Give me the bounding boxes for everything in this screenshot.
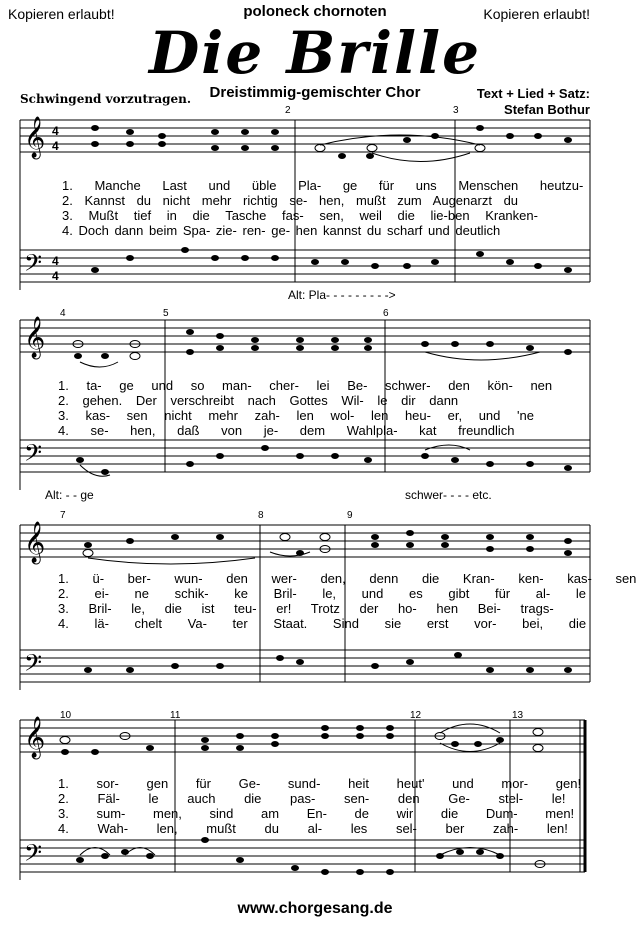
verse-4-line: 4. Doch dann beim Spa- zie- ren- ge- hen kannst du scharf und deutlich — [62, 223, 501, 238]
svg-text:2: 2 — [285, 105, 291, 116]
verse-1-line: 1. ta- ge und so man- cher- lei Be- schwer- den kön- nen — [58, 378, 553, 393]
svg-text:4: 4 — [60, 308, 66, 319]
website-footer: www.chorgesang.de — [237, 900, 393, 917]
verse-2-line: 2. ei- ne schik- ke Bril- le, und es gibt für al- le — [58, 586, 586, 601]
verse-3-line: 3. Bril- le, die ist teu- er! Trotz der ho- hen Bei- trags- — [58, 601, 554, 616]
verse-4-line: 4. Wah- len, mußt du al- les sel- ber zah- len! — [58, 821, 568, 836]
alto-annotation-3: schwer- - - - etc. — [405, 488, 492, 502]
svg-text:13: 13 — [512, 710, 524, 721]
tempo-marking: Schwingend vorzutragen. — [20, 92, 192, 106]
svg-text:4: 4 — [52, 124, 59, 138]
treble-staff — [20, 120, 590, 152]
lyrics-system-2 — [58, 378, 552, 438]
svg-text:9: 9 — [347, 510, 353, 521]
bass-clef-icon: 𝄢 — [24, 249, 43, 282]
song-title: Die Brille — [148, 19, 481, 87]
svg-text:8: 8 — [258, 510, 264, 521]
svg-text:3: 3 — [453, 105, 459, 116]
svg-text:5: 5 — [163, 308, 169, 319]
verse-4-line: 4. se- hen, daß von je- dem Wahlpla- kat freundlich — [58, 423, 515, 438]
verse-1-line: 1. sor- gen für Ge- sund- heit heut' und mor- gen! — [58, 776, 582, 791]
svg-text:4: 4 — [52, 139, 59, 153]
verse-1-line: 1. Manche Last und üble Pla- ge für uns Menschen heutzu- — [62, 178, 584, 193]
credit-line-1: Text + Lied + Satz: — [476, 86, 590, 101]
verse-1-line: 1. ü- ber- wun- den wer- den, denn die Kran- ken- kas- sen — [58, 571, 636, 586]
verse-3-line: 3. Mußt tief in die Tasche fas- sen, weil die lie-ben Kranken- — [62, 208, 538, 223]
verse-3-line: 3. kas- sen nicht mehr zah- len wol- len heu- er, und 'ne — [58, 408, 534, 423]
svg-text:4: 4 — [52, 254, 59, 268]
treble-clef-icon: 𝄞 — [24, 117, 46, 158]
copyright-right: Kopieren erlaubt! — [483, 6, 590, 22]
treble-clef-icon: 𝄞 — [24, 717, 46, 758]
verse-3-line: 3. sum- men, sind am En- de wir die Dum- men! — [58, 806, 575, 821]
bass-clef-icon: 𝄢 — [24, 649, 43, 682]
treble-clef-icon: 𝄞 — [24, 522, 46, 563]
svg-text:6: 6 — [383, 308, 389, 319]
bass-clef-icon: 𝄢 — [24, 839, 43, 872]
alto-annotation-2: Alt: - - ge — [45, 488, 94, 502]
lyrics-system-3 — [58, 571, 636, 631]
treble-clef-icon: 𝄞 — [24, 317, 46, 358]
svg-text:7: 7 — [60, 510, 66, 521]
credit-line-2: Stefan Bothur — [504, 102, 590, 117]
copyright-left: Kopieren erlaubt! — [8, 6, 115, 22]
svg-text:4: 4 — [52, 269, 59, 283]
publisher-heading: poloneck chornoten — [243, 3, 387, 20]
song-subtitle: Dreistimmig-gemischter Chor — [209, 84, 421, 101]
bass-clef-icon: 𝄢 — [24, 439, 43, 472]
verse-2-line: 2. Kannst du nicht mehr richtig se- hen, mußt zum Augenarzt du — [62, 193, 519, 208]
verse-2-line: 2. gehen. Der verschreibt nach Gottes Wil- le dir dann — [58, 393, 459, 408]
bass-staff — [20, 250, 590, 282]
verse-4-line: 4. lä- chelt Va- ter Staat. Sind sie erst vor- bei, die — [58, 616, 587, 631]
alto-annotation-1: Alt: Pla- - - - - - - - -> — [288, 288, 396, 302]
verse-2-line: 2. Fäl- le auch die pas- sen- den Ge- stel- le! — [58, 791, 566, 806]
svg-text:10: 10 — [60, 710, 72, 721]
lyrics-system-1 — [62, 178, 583, 238]
lyrics-system-4 — [58, 776, 581, 836]
svg-text:12: 12 — [410, 710, 422, 721]
svg-text:11: 11 — [170, 710, 181, 721]
